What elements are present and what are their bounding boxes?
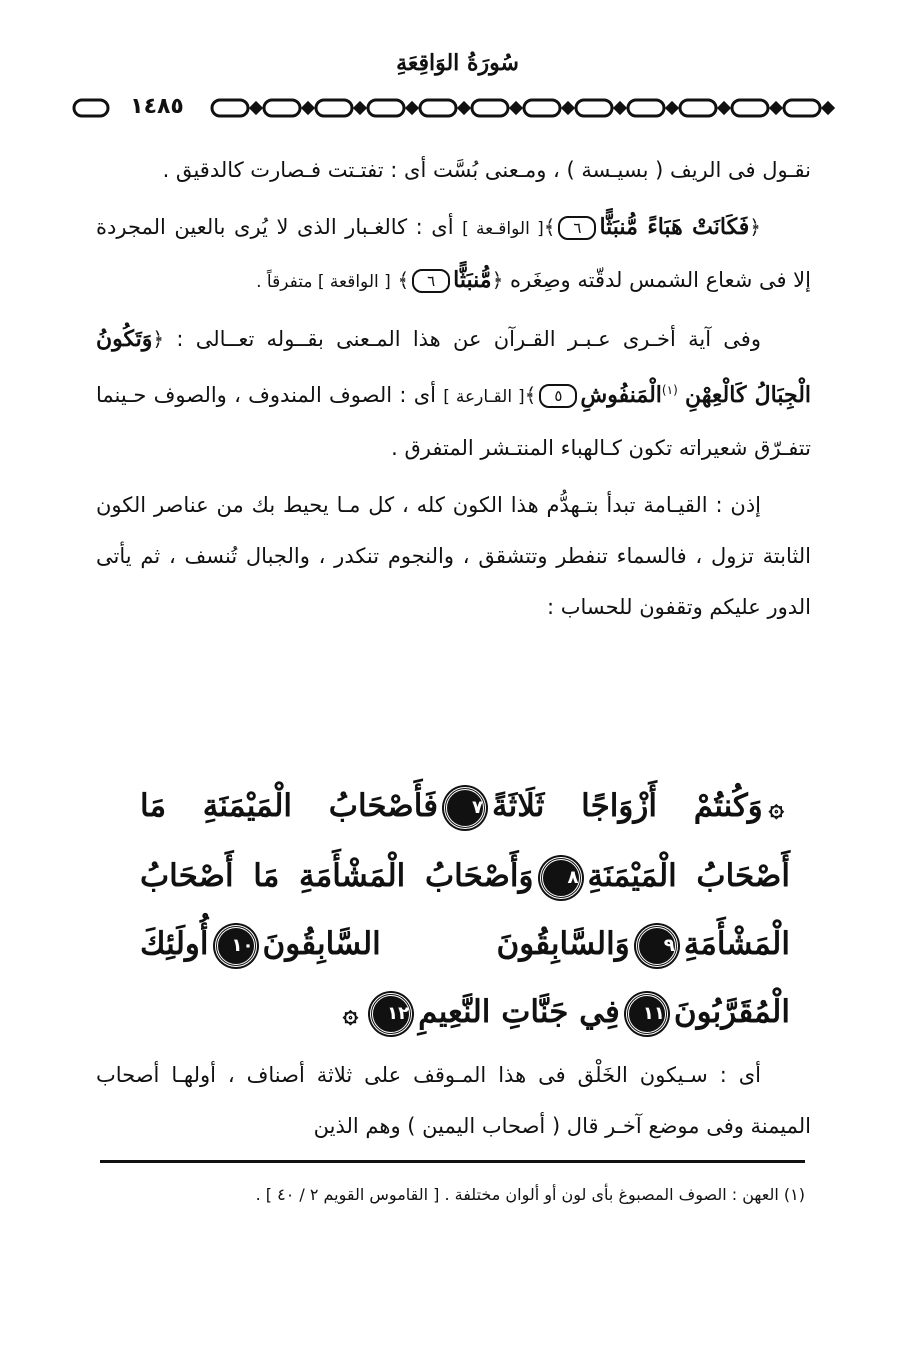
diamond-icon [667,103,677,113]
chain-link-icon [316,100,352,116]
surah-reference: [ القـارعة ] [443,387,525,407]
quran-verse: وَتَكُونُ الْجِبَالُ كَالْعِهْنِ [96,326,812,408]
paragraph-3 [96,314,811,474]
paragraph-1: نقـول فى الريف ( بسيـسة ) ، ومـعنى بُسَّت أى : تفتـتت فـصارت كالدقيق . [162,158,811,182]
verse-8: فَأَصْحَابُ الْمَيْمَنَةِ مَا أَصْحَابُ الْمَيْمَنَةِ [140,788,790,894]
ayah-number-10: ١٠ [215,925,257,967]
ayah-number-8: ٨ [540,857,582,899]
quran-verse: مُّنبَثًّا [453,267,492,293]
chain-link-icon [732,100,768,116]
paragraph-4-text: إذن : القيـامة تبدأ بتـهدُّم هذا الكون كله ، كل مـا يحيط بك من عناصر الكون الثابتة تزول ، فالسماء تنفطر وتتشقق ، والنجوم تنكدر ، والجبال تُنسف ، ثم يأتى الدور عليكم وتقفون للحساب : [96,493,811,619]
verse-open-bracket: ﴿ [491,268,504,292]
chain-link-icon [576,100,612,116]
diamond-icon [719,103,729,113]
explanation-text: أى : كالغـبار الذى لا يُرى بالعين المجردة إلا فى شعاع الشمس لدقّته وصِغَره [96,215,811,292]
diamond-icon [303,103,313,113]
flower-ornament-icon: ۞ [768,793,784,823]
page-number: ١٤٨٥ [112,91,202,123]
quran-verses-block [140,772,790,1048]
paragraph-4 [96,480,811,633]
footnote: (١) العهن : الصوف المصبوغ بأى لون أو ألوان مختلفة . [ القاموس القويم ٢ / ٤٠ ] . [255,1185,805,1204]
ayah-number-9: ٩ [636,925,678,967]
verse-11: أُولَئِكَ الْمُقَرَّبُونَ [140,926,790,1030]
explanation-text: [ الواقعة ] متفرقاً . [256,272,391,292]
paragraph-5-text: أى : سـيكون الخَلْق فى هذا المـوقف على ثلاثة أصناف ، أولهـا أصحاب الميمنة وفى موضع آخـر قال ( أصحاب اليمين ) وهم الذين [96,1063,811,1138]
paragraph-5 [96,1050,811,1152]
closing-text [96,1050,811,1152]
surah-title: سُورَةُ الوَاقِعَةِ [396,50,519,76]
diamond-icon [771,103,781,113]
quran-verse: فَكَانَتْ هَبَاءً مُّنبَثًّا [599,214,750,240]
chain-end-icon [74,100,108,116]
ayah-number-12: ١٢ [370,993,412,1035]
ayah-number: ٦ [558,216,596,240]
diamond-icon [563,103,573,113]
diamond-icon [615,103,625,113]
paragraph-2 [96,202,811,308]
chain-link-icon [212,100,248,116]
chain-link-icon [420,100,456,116]
chain-link-icon [368,100,404,116]
diamond-icon [407,103,417,113]
verse-7: وَكُنتُمْ أَزْوَاجًا ثَلَاثَةً [492,788,763,824]
flower-ornament-icon: ۞ [342,999,359,1029]
chain-link-icon [680,100,716,116]
chain-link-icon [264,100,300,116]
verse-10: وَالسَّابِقُونَ السَّابِقُونَ [262,926,630,962]
verse-12: فِي جَنَّاتِ النَّعِيمِ [418,994,620,1030]
diamond-icon [459,103,469,113]
chain-link-icon [472,100,508,116]
diamond-icon [511,103,521,113]
ayah-number-11: ١١ [626,993,668,1035]
ayah-number: ٥ [539,384,577,408]
diamond-icon [823,103,833,113]
body-text [96,145,811,633]
verse-9: وَأَصْحَابُ الْمَشْأَمَةِ مَا أَصْحَابُ الْمَشْأَمَةِ [140,858,790,962]
chain-link-icon [628,100,664,116]
explanation-text: أى : الصوف المندوف ، والصوف حـينما تتفـرّق شعيراته تكون كـالهباء المنتـشر المتفرق . [96,383,811,460]
verse-close-bracket: ﴾ [397,268,410,292]
chain-link-icon [524,100,560,116]
verse-close-bracket: ﴾ [543,215,556,239]
footnote-divider [100,1160,805,1163]
footnote-marker: (١) [661,383,678,397]
diamond-icon [251,103,261,113]
quran-verse: الْمَنفُوشِ [580,382,662,408]
ayah-number: ٦ [412,269,450,293]
chain-link-icon [784,100,820,116]
ayah-number-7: ٧ [444,787,486,829]
verse-open-bracket: ﴿ [152,327,165,351]
verse-close-bracket: ﴾ [524,383,537,407]
intro-text: وفى آية أخـرى عـبـر القـرآن عن هذا المـعنى بقــوله تعــالى : [176,327,761,351]
surah-reference: [ الواقـعة ] [462,219,544,239]
diamond-icon [355,103,365,113]
verse-open-bracket: ﴿ [749,215,761,239]
